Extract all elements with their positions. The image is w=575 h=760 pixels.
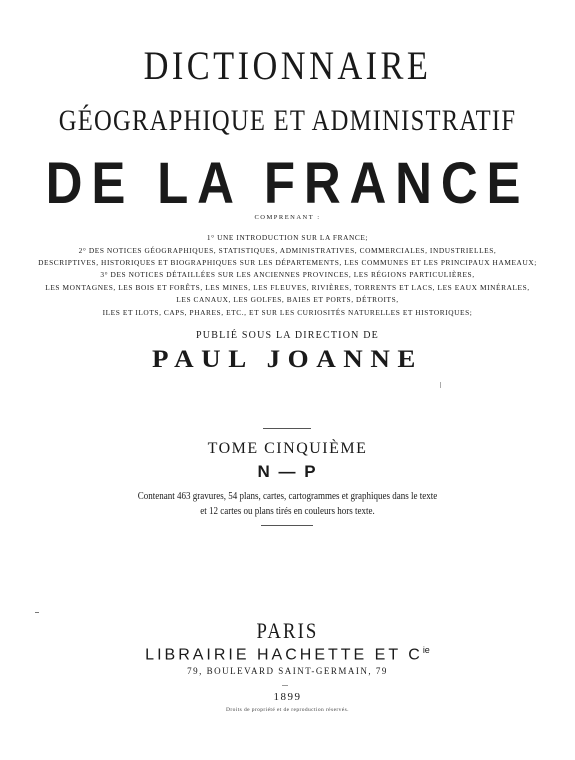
imprint-publisher	[0, 645, 575, 664]
contents-line-5: LES MONTAGNES, LES BOIS ET FORÊTS, LES MINES, LES FLEUVES, RIVIÈRES, TORRENTS ET LACS, LES EAUX MINÉRALES,	[45, 283, 530, 292]
stray-mark	[440, 382, 441, 388]
volume-content-line-1: Contenant 463 gravures, 54 plans, cartes, cartogrammes et graphiques dans le texte	[137, 491, 438, 502]
contents-line-2: 2° DES NOTICES GÉOGRAPHIQUES, STATISTIQUES, ADMINISTRATIVES, COMMERCIALES, INDUSTRIELLES,	[78, 246, 497, 255]
divider-upper	[263, 428, 311, 429]
title-line-de-la-france: DE LA FRANCE	[45, 151, 530, 216]
imprint-year: 1899	[273, 691, 302, 703]
imprint-address: 79, BOULEVARD SAINT-GERMAIN, 79	[187, 666, 388, 676]
contents-line-6: LES CANAUX, LES GOLFES, BAIES ET PORTS, DÉTROITS,	[176, 295, 399, 304]
contents-heading: COMPRENANT :	[254, 214, 321, 221]
direction-label: PUBLIÉ SOUS LA DIRECTION DE	[196, 330, 379, 341]
margin-mark	[35, 612, 39, 613]
volume-letters: N — P	[257, 462, 318, 481]
author-name: PAUL JOANNE	[152, 346, 423, 373]
publisher-name: LIBRAIRIE HACHETTE ET C	[145, 646, 423, 664]
rights-notice: Droits de propriété et de reproduction réservés.	[226, 707, 349, 713]
divider-lower	[261, 525, 313, 526]
contents-line-1: 1° UNE INTRODUCTION SUR LA FRANCE;	[206, 233, 369, 242]
contents-line-4: 3° DES NOTICES DÉTAILLÉES SUR LES ANCIENNES PROVINCES, LES RÉGIONS PARTICULIÈRES,	[100, 270, 475, 279]
imprint-city: PARIS	[256, 618, 319, 643]
small-dash	[282, 685, 288, 686]
publisher-suffix: ie	[422, 645, 430, 655]
volume-title: TOME CINQUIÈME	[207, 440, 368, 457]
contents-line-7: ILES ET ILOTS, CAPS, PHARES, ETC., ET SUR LES CURIOSITÉS NATURELLES ET HISTORIQUES;	[102, 308, 473, 317]
title-line-dictionnaire: DICTIONNAIRE	[143, 43, 432, 88]
volume-content-line-2: et 12 cartes ou plans tirés en couleurs hors texte.	[200, 506, 375, 517]
contents-line-3: DESCRIPTIVES, HISTORIQUES ET BIOGRAPHIQUES SUR LES DÉPARTEMENTS, LES COMMUNES ET LES PRINCIPAUX HAMEAUX;	[38, 258, 537, 267]
title-line-geographique: GÉOGRAPHIQUE ET ADMINISTRATIF	[58, 104, 517, 137]
